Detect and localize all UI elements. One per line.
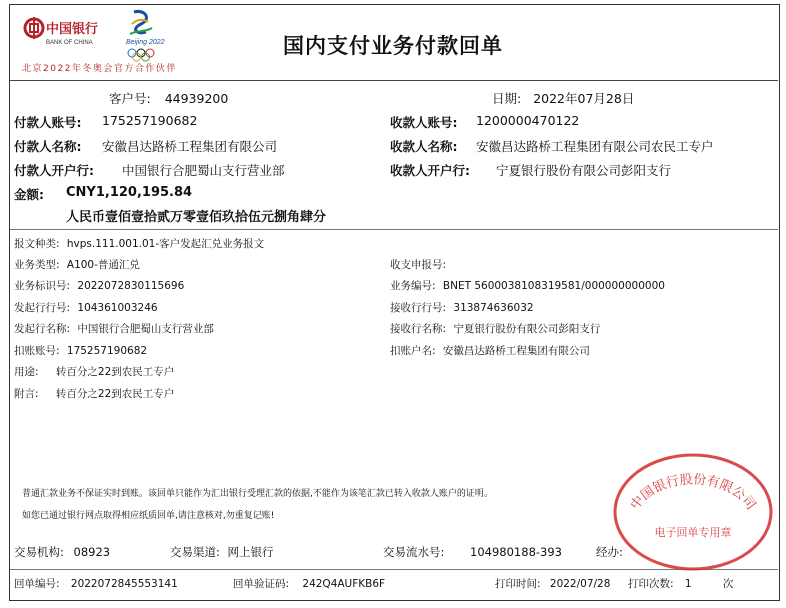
biz-type-row <box>14 257 140 272</box>
remark-row <box>14 386 174 401</box>
payer-bank: 中国银行合肥蜀山支行营业部 <box>122 163 285 178</box>
print-time: 2022/07/28 <box>549 578 611 590</box>
payer-bank-label: 付款人开户行: <box>14 163 94 178</box>
biz-id: 2022072830115696 <box>77 280 185 292</box>
purpose-row <box>14 364 174 379</box>
page-title: 国内支付业务付款回单 <box>283 34 503 58</box>
recv-bank-name-row <box>390 321 600 336</box>
txn-channel-row <box>170 544 274 560</box>
orig-bank-no-label: 发起行行号: <box>14 302 71 314</box>
purpose-label: 用途: <box>14 366 39 378</box>
debit-name-row <box>390 343 590 358</box>
txn-org: 08923 <box>73 545 111 559</box>
amount-value: CNY1,120,195.84 <box>66 185 193 200</box>
recv-apply-row <box>390 257 450 272</box>
verify-code: 242Q4AUFKB6F <box>302 578 386 590</box>
verify-row <box>233 576 385 591</box>
payee-acct: 1200000470122 <box>476 113 580 128</box>
partner-line: 北京2022年冬奥会官方合作伙伴 <box>22 64 177 74</box>
print-count-label: 打印次数: <box>628 578 674 590</box>
recv-bank-no: 313874636032 <box>453 302 534 314</box>
txn-serial: 104980188-393 <box>470 545 562 559</box>
biz-no-label: 业务编号: <box>390 280 436 292</box>
boc-logo-cn: 中国银行 <box>46 22 99 37</box>
orig-bank-name: 中国银行合肥蜀山支行营业部 <box>77 323 214 335</box>
amount-label: 金额: <box>14 187 44 202</box>
payee-name: 安徽昌达路桥工程集团有限公司农民工专户 <box>476 139 714 154</box>
txn-channel: 网上银行 <box>227 545 274 559</box>
boc-logo-en: BANK OF CHINA <box>46 40 93 46</box>
notice-line-1: 普通汇款业务不保证实时到账。该回单只能作为汇出银行受理汇款的依据,不能作为该笔汇款已转入收款人账户的证明。 <box>22 489 493 499</box>
customer-no-row <box>109 89 228 107</box>
txn-org-label: 交易机构: <box>14 545 64 559</box>
date-row <box>492 89 634 107</box>
beijing-logo-text: Beijing 2022 <box>126 39 165 46</box>
print-count-row <box>628 576 733 591</box>
txn-serial-label: 交易流水号: <box>383 545 445 559</box>
payee-acct-label: 收款人账号: <box>390 115 458 130</box>
print-time-row <box>495 576 610 591</box>
receipt-no-row <box>14 576 178 591</box>
payee-bank: 宁夏银行股份有限公司彭阳支行 <box>496 163 672 178</box>
payee-bank-label: 收款人开户行: <box>390 163 470 178</box>
date-value: 2022年07月28日 <box>533 91 635 106</box>
stamp-inner-text: 电子回单专用章 <box>654 526 732 539</box>
biz-id-label: 业务标识号: <box>14 280 71 292</box>
recv-bank-no-label: 接收行行号: <box>390 302 447 314</box>
purpose: 转百分之22到农民工专户 <box>55 366 175 378</box>
payer-acct: 175257190682 <box>102 113 198 128</box>
debit-acct: 175257190682 <box>66 345 148 357</box>
debit-name-label: 扣账户名: <box>390 345 436 357</box>
recv-bank-no-row <box>390 300 534 315</box>
biz-no: BNET 5600038108319581/000000000000 <box>442 280 665 292</box>
recv-bank-name-label: 接收行名称: <box>390 323 447 335</box>
debit-acct-row <box>14 343 147 358</box>
divider <box>10 229 778 230</box>
msg-type-row <box>14 236 264 251</box>
txn-handler-label: 经办: <box>596 545 623 559</box>
txn-org-row <box>14 544 110 560</box>
print-time-label: 打印时间: <box>495 578 541 590</box>
msg-type-label: 报文种类: <box>14 238 60 250</box>
divider <box>10 80 778 81</box>
remark-label: 附言: <box>14 388 39 400</box>
payee-name-label: 收款人名称: <box>390 139 458 154</box>
remark: 转百分之22到农民工专户 <box>55 388 175 400</box>
recv-bank-name: 宁夏银行股份有限公司彭阳支行 <box>453 323 601 335</box>
e-receipt-seal <box>612 452 774 572</box>
txn-serial-row <box>383 544 562 560</box>
date-label: 日期: <box>492 91 522 106</box>
payer-name-label: 付款人名称: <box>14 139 82 154</box>
payer-acct-label: 付款人账号: <box>14 115 82 130</box>
stamp-outer-text <box>627 472 758 512</box>
print-count-unit: 次 <box>722 578 734 590</box>
receipt-no: 2022072845553141 <box>70 578 178 590</box>
txn-channel-label: 交易渠道: <box>170 545 220 559</box>
customer-label: 客户号: <box>109 91 151 106</box>
debit-acct-label: 扣账账号: <box>14 345 60 357</box>
customer-no: 44939200 <box>164 91 229 106</box>
orig-bank-no: 104361003246 <box>77 302 158 314</box>
payer-name: 安徽昌达路桥工程集团有限公司 <box>102 139 278 154</box>
biz-no-row <box>390 278 665 293</box>
orig-bank-name-label: 发起行名称: <box>14 323 71 335</box>
verify-label: 回单验证码: <box>233 578 290 590</box>
biz-type-label: 业务类型: <box>14 259 60 271</box>
biz-id-row <box>14 278 184 293</box>
msg-type: hvps.111.001.01-客户发起汇兑业务报文 <box>66 238 265 250</box>
recv-apply-label: 收支申报号: <box>390 259 447 271</box>
print-count: 1 <box>684 578 692 590</box>
orig-bank-name-row <box>14 321 214 336</box>
debit-name: 安徽昌达路桥工程集团有限公司 <box>442 345 590 357</box>
amount-words: 人民币壹佰壹拾贰万零壹佰玖拾伍元捌角肆分 <box>66 210 327 225</box>
notice-line-2: 如您已通过银行网点取得相应纸质回单,请注意核对,勿重复记账! <box>22 511 275 521</box>
stamp-outer-path: 中国银行股份有限公司 <box>627 472 759 513</box>
biz-type: A100-普通汇兑 <box>66 259 140 271</box>
receipt-no-label: 回单编号: <box>14 578 60 590</box>
orig-bank-no-row <box>14 300 158 315</box>
